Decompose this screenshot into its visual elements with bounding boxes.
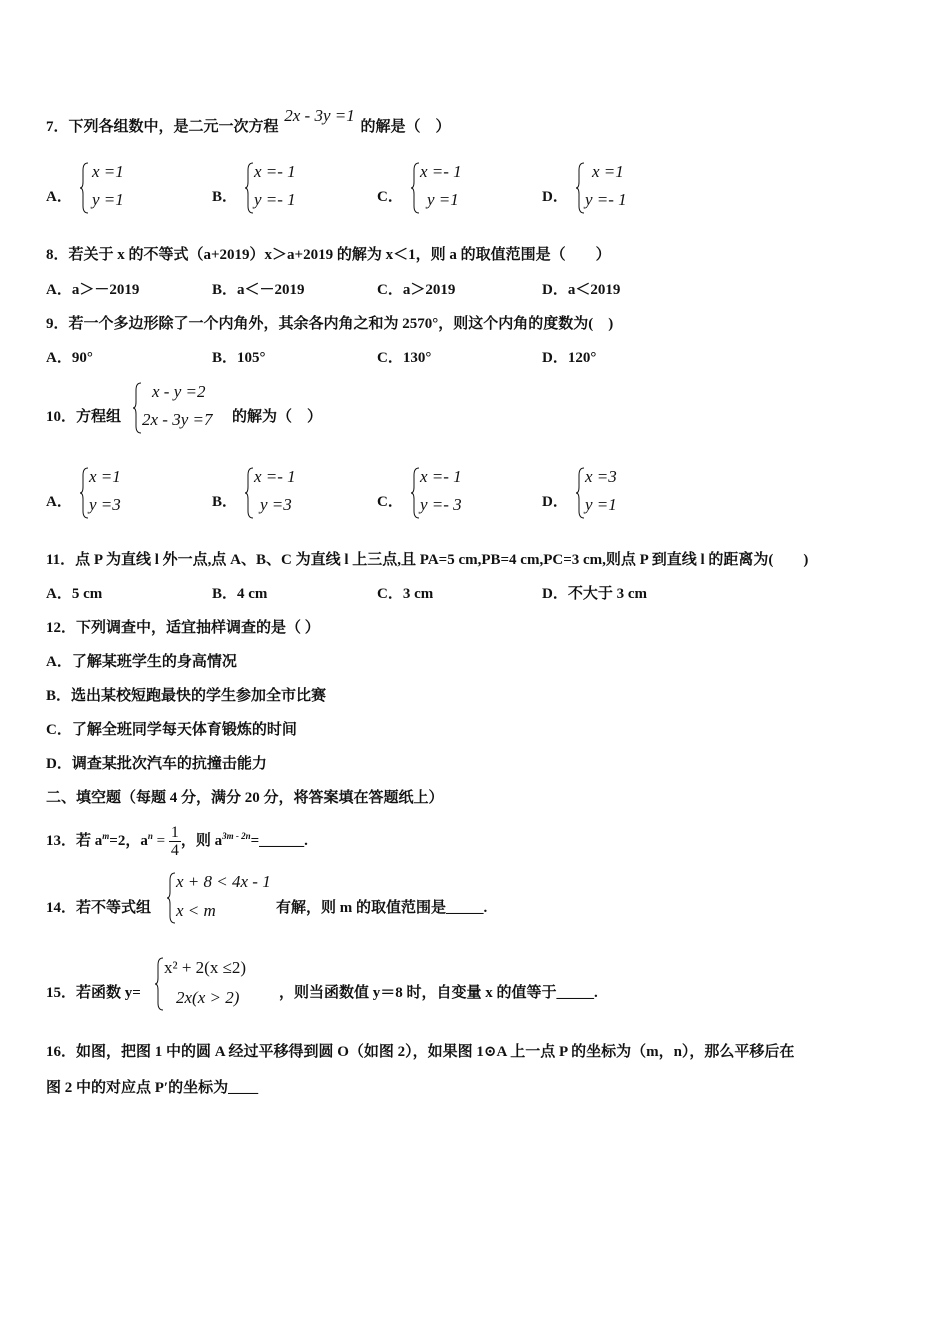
brace-icon <box>244 467 254 519</box>
brace-icon <box>166 872 176 924</box>
q14-prefix: 14．若不等式组 <box>46 900 152 916</box>
q13-eq: = <box>152 833 166 849</box>
q7-stem <box>46 106 451 137</box>
brace-icon <box>154 957 164 1011</box>
q14-suffix: 有解，则 m 的取值范围是_____. <box>276 900 488 916</box>
q7-option-b-row1: x =- 1 <box>254 162 296 181</box>
q7-option-c-label: C． <box>377 189 403 205</box>
q13-suffix: =______. <box>250 833 308 849</box>
q7-option-d-row2: y =- 1 <box>585 190 627 209</box>
q8-option-c: C．a＞2019 <box>377 282 456 298</box>
q13-numerator: 1 <box>170 824 179 842</box>
q7-option-a-row1: x =1 <box>92 162 124 181</box>
q7-option-b-label: B． <box>212 189 238 205</box>
q13-sup-n: n <box>147 831 153 841</box>
q7-option-d-row1: x =1 <box>592 162 624 181</box>
q11-option-b: B．4 cm <box>212 586 268 602</box>
q9-option-d: D．120° <box>542 350 597 366</box>
q10-stem <box>46 380 446 436</box>
brace-icon <box>410 467 420 519</box>
q14-row1: x + 8 < 4x - 1 <box>176 872 271 891</box>
q8-option-a: A．a＞－2019 <box>46 282 140 298</box>
q10-option-d <box>542 465 702 521</box>
q10-row1: x - y =2 <box>152 382 206 401</box>
q10-prefix: 10．方程组 <box>46 409 122 425</box>
q8-stem: 8．若关于 x 的不等式（a+2019）x＞a+2019 的解为 x＜1，则 a 的取值范围是（ ） <box>46 247 611 263</box>
section-heading: 二、填空题（每题 4 分，满分 20 分，将答案填在答题纸上） <box>46 790 444 806</box>
q16-line2: 图 2 中的对应点 P′的坐标为____ <box>46 1080 259 1096</box>
q15-row2: 2x(x > 2) <box>176 988 240 1007</box>
q7-option-a <box>46 160 206 216</box>
q13-mid2: ，则 a <box>180 833 223 849</box>
q14-row2: x < m <box>176 901 216 920</box>
q13-sup-exp: 3m - 2n <box>222 831 251 841</box>
q11-option-c: C．3 cm <box>377 586 434 602</box>
q13-fraction <box>169 824 181 859</box>
q10-option-a <box>46 465 206 521</box>
q15-suffix: ，则当函数值 y＝8 时，自变量 x 的值等于_____. <box>279 985 598 1001</box>
q12-stem: 12．下列调查中，适宜抽样调查的是（ ） <box>46 620 320 636</box>
q9-stem: 9．若一个多边形除了一个内角外，其余各内角之和为 2570°，则这个内角的度数为( ) <box>46 316 614 332</box>
q7-option-c <box>377 160 537 216</box>
q11-stem: 11．点 P 为直线 l 外一点,点 A、B、C 为直线 l 上三点,且 PA=5 cm,PB=4 cm,PC=3 cm,则点 P 到直线 l 的距离为( ) <box>46 552 809 568</box>
q13-denominator: 4 <box>170 842 179 860</box>
brace-icon <box>79 467 89 519</box>
q7-prefix: 7．下列各组数中，是二元一次方程 <box>46 119 279 135</box>
q10-option-b-row1: x =- 1 <box>254 467 296 486</box>
q12-option-a: A．了解某班学生的身高情况 <box>46 654 237 670</box>
q10-row2: 2x - 3y =7 <box>142 410 213 429</box>
q7-option-b-row2: y =- 1 <box>254 190 296 209</box>
q7-option-a-label: A． <box>46 189 72 205</box>
q15-stem <box>46 955 666 1013</box>
q11-option-a: A．5 cm <box>46 586 103 602</box>
q12-option-b: B．选出某校短跑最快的学生参加全市比赛 <box>46 688 327 704</box>
q10-suffix: 的解为（ ） <box>232 409 323 425</box>
q7-option-a-row2: y =1 <box>92 190 124 209</box>
q10-option-d-row2: y =1 <box>585 495 617 514</box>
q9-option-b: B．105° <box>212 350 266 366</box>
brace-icon <box>575 467 585 519</box>
q10-option-a-label: A． <box>46 494 72 510</box>
q10-option-b-label: B． <box>212 494 238 510</box>
q10-option-b <box>212 465 372 521</box>
q10-option-c-row1: x =- 1 <box>420 467 462 486</box>
q16-line1: 16．如图，把图 1 中的圆 A 经过平移得到圆 O（如图 2），如果图 1⊙A 上一点 P 的坐标为（m，n），那么平移后在 <box>46 1044 795 1060</box>
q15-prefix: 15．若函数 y= <box>46 985 141 1001</box>
q7-option-d-label: D． <box>542 189 568 205</box>
q13-sup-m: m <box>102 831 110 841</box>
q8-option-b: B．a＜－2019 <box>212 282 305 298</box>
q7-option-c-row2: y =1 <box>427 190 459 209</box>
q12-option-d: D．调查某批次汽车的抗撞击能力 <box>46 756 267 772</box>
q8-option-d: D．a＜2019 <box>542 282 621 298</box>
brace-icon <box>244 162 254 214</box>
q7-option-c-row1: x =- 1 <box>420 162 462 181</box>
q12-option-c: C．了解全班同学每天体育锻炼的时间 <box>46 722 297 738</box>
q10-option-d-label: D． <box>542 494 568 510</box>
brace-icon <box>132 382 142 434</box>
q10-option-c <box>377 465 537 521</box>
q13-mid1: =2，a <box>109 833 148 849</box>
q10-option-c-row2: y =- 3 <box>420 495 462 514</box>
q13-prefix: 13．若 a <box>46 833 103 849</box>
brace-icon <box>410 162 420 214</box>
q10-option-d-row1: x =3 <box>585 467 617 486</box>
q13-stem <box>46 816 308 860</box>
q14-stem <box>46 870 566 926</box>
q9-option-a: A．90° <box>46 350 93 366</box>
q7-option-b <box>212 160 372 216</box>
q9-option-c: C．130° <box>377 350 432 366</box>
q7-equation: 2x - 3y =1 <box>284 106 355 125</box>
q10-option-c-label: C． <box>377 494 403 510</box>
q15-row1: x² + 2(x ≤2) <box>164 958 247 977</box>
q11-option-d: D．不大于 3 cm <box>542 586 647 602</box>
q10-option-a-row2: y =3 <box>89 495 121 514</box>
q10-option-a-row1: x =1 <box>89 467 121 486</box>
brace-icon <box>575 162 585 214</box>
brace-icon <box>79 162 89 214</box>
q10-option-b-row2: y =3 <box>260 495 292 514</box>
q7-option-d <box>542 160 702 216</box>
q7-suffix: 的解是（ ） <box>360 119 451 135</box>
